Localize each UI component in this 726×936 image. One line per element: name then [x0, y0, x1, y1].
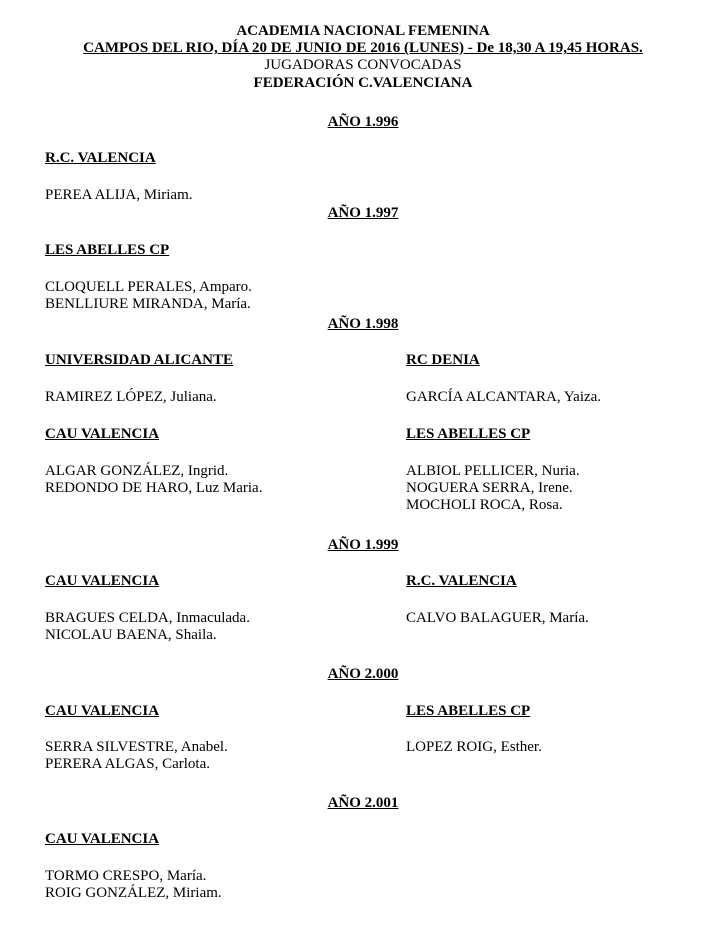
year-heading: AÑO 1.996 — [327, 114, 399, 130]
player-list — [45, 463, 262, 497]
club-name: LES ABELLES CP — [406, 426, 531, 442]
year-heading: AÑO 1.998 — [327, 316, 399, 332]
player-name: ROIG GONZÁLEZ, Miriam. — [45, 885, 222, 901]
player-name: REDONDO DE HARO, Luz Maria. — [45, 480, 263, 496]
header-federation: FEDERACIÓN C.VALENCIANA — [253, 75, 473, 91]
club-name: CAU VALENCIA — [45, 703, 160, 719]
club-name: R.C. VALENCIA — [406, 573, 517, 589]
player-name: ALGAR GONZÁLEZ, Ingrid. — [45, 463, 229, 479]
player-name: SERRA SILVESTRE, Anabel. — [45, 739, 228, 755]
player-name: PERERA ALGAS, Carlota. — [45, 756, 211, 772]
player-name: LOPEZ ROIG, Esther. — [406, 739, 542, 755]
player-name: BENLLIURE MIRANDA, María. — [45, 296, 251, 312]
player-list — [45, 610, 250, 644]
header-title: ACADEMIA NACIONAL FEMENINA — [236, 23, 490, 39]
player-list — [45, 739, 228, 773]
club-name: R.C. VALENCIA — [45, 150, 156, 166]
player-list — [406, 739, 542, 756]
player-name: NOGUERA SERRA, Irene. — [406, 480, 573, 496]
player-list — [406, 610, 589, 627]
club-name: UNIVERSIDAD ALICANTE — [45, 352, 233, 368]
player-name: NICOLAU BAENA, Shaila. — [45, 627, 217, 643]
player-name: CLOQUELL PERALES, Amparo. — [45, 279, 252, 295]
year-heading: AÑO 2.000 — [327, 666, 399, 682]
club-name: LES ABELLES CP — [45, 242, 170, 258]
year-heading: AÑO 2.001 — [327, 795, 399, 811]
player-list — [45, 868, 222, 902]
player-list — [406, 463, 580, 514]
player-list — [45, 389, 217, 406]
header-subtitle: JUGADORAS CONVOCADAS — [264, 57, 462, 73]
player-list — [45, 187, 193, 204]
player-name: MOCHOLI ROCA, Rosa. — [406, 497, 563, 513]
player-name: ALBIOL PELLICER, Nuria. — [406, 463, 580, 479]
header-date-line: CAMPOS DEL RIO, DÍA 20 DE JUNIO DE 2016 (LUNES) - De 18,30 A 19,45 HORAS. — [83, 40, 643, 56]
player-name: BRAGUES CELDA, Inmaculada. — [45, 610, 250, 626]
club-name: RC DENIA — [406, 352, 480, 368]
club-name: CAU VALENCIA — [45, 831, 160, 847]
club-name: CAU VALENCIA — [45, 426, 160, 442]
player-list — [45, 279, 252, 313]
player-name: RAMIREZ LÓPEZ, Juliana. — [45, 389, 217, 405]
player-name: TORMO CRESPO, María. — [45, 868, 207, 884]
player-name: PEREA ALIJA, Miriam. — [45, 187, 193, 203]
year-heading: AÑO 1.999 — [327, 537, 399, 553]
player-list — [406, 389, 601, 406]
year-heading: AÑO 1.997 — [327, 205, 399, 221]
player-name: GARCÍA ALCANTARA, Yaiza. — [406, 389, 602, 405]
player-name: CALVO BALAGUER, María. — [406, 610, 589, 626]
club-name: CAU VALENCIA — [45, 573, 160, 589]
club-name: LES ABELLES CP — [406, 703, 531, 719]
